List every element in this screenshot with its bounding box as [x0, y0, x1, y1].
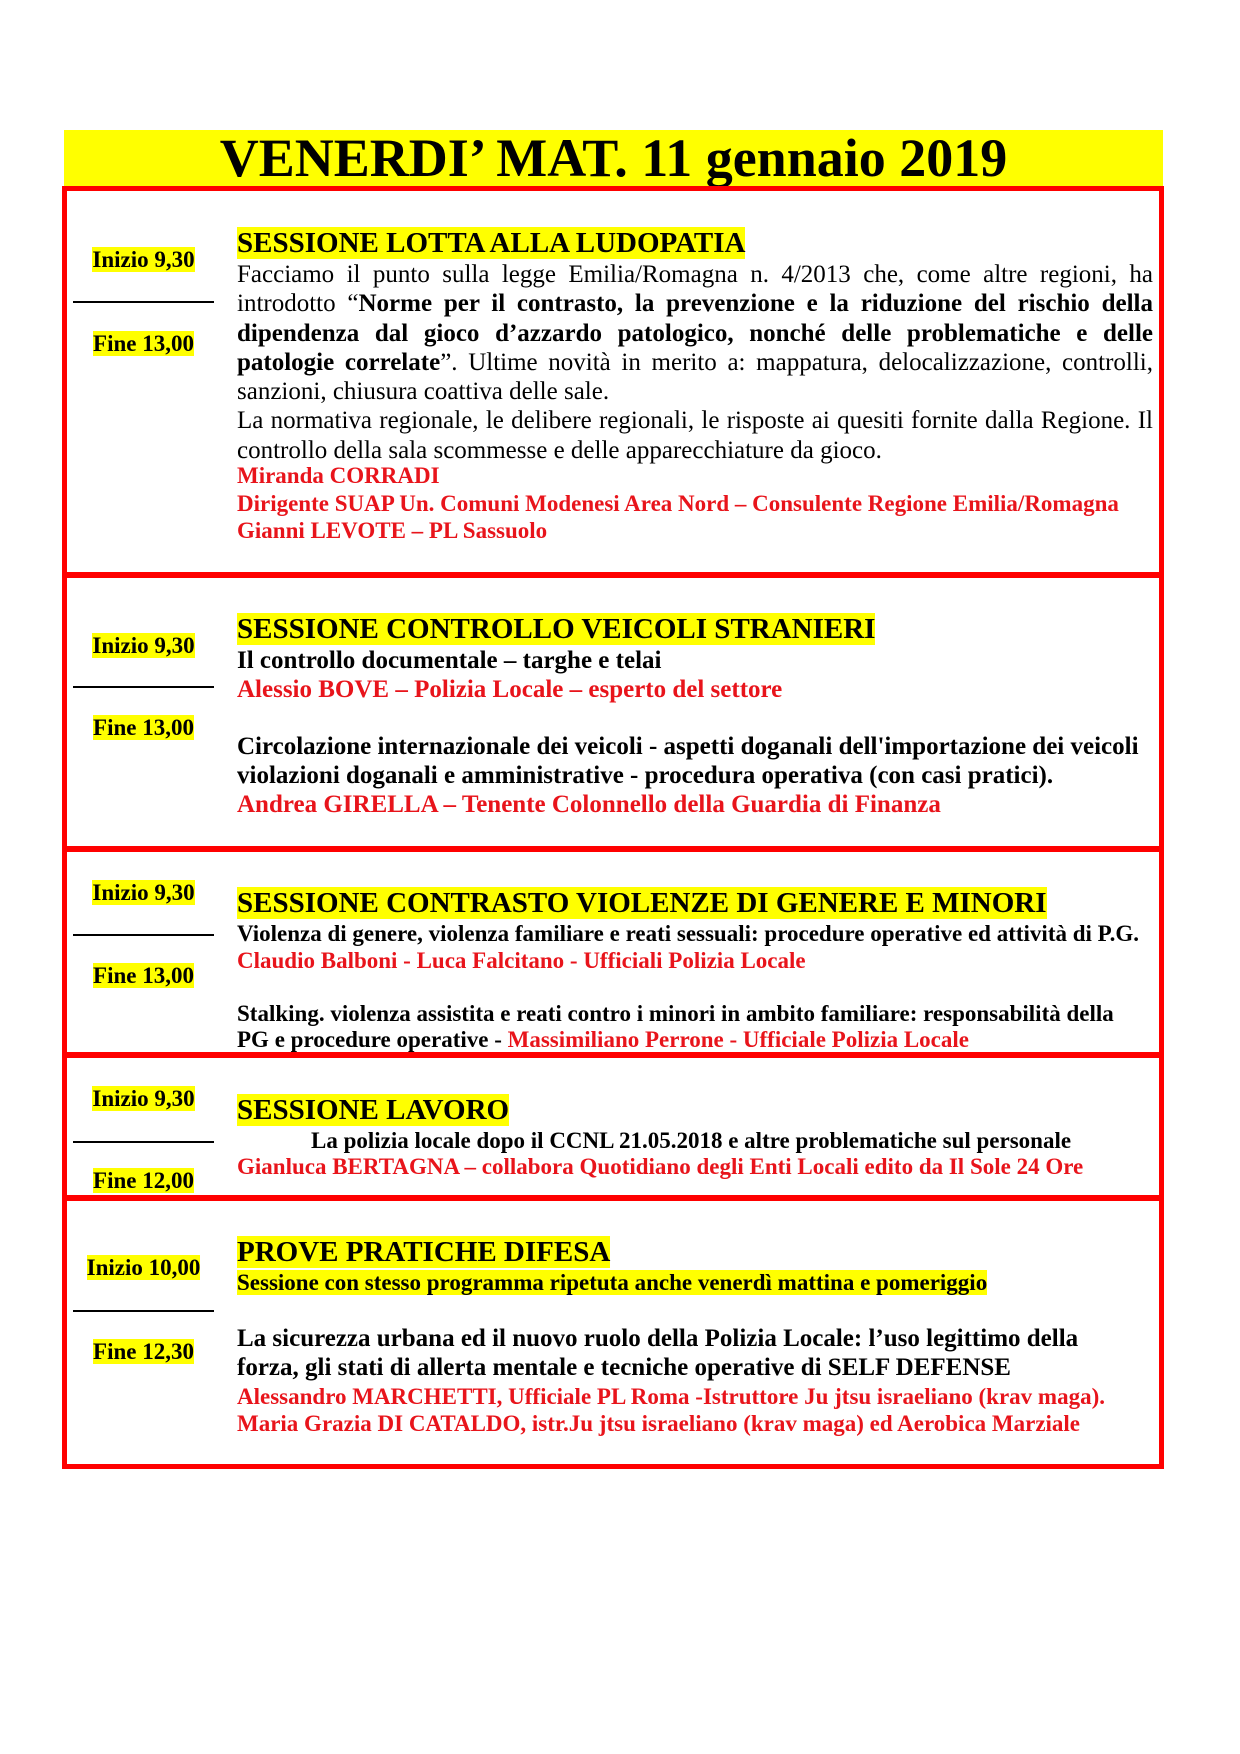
- topic-paragraph: [237, 1324, 1117, 1383]
- session-title-text: SESSIONE CONTROLLO VEICOLI STRANIERI: [237, 613, 876, 645]
- end-time-label: Fine 12,30: [93, 1339, 194, 1364]
- start-time-label: Inizio 9,30: [92, 880, 195, 905]
- session-divider: [62, 572, 1164, 578]
- session-divider: [62, 1195, 1164, 1201]
- start-time-label: Inizio 10,00: [86, 1255, 201, 1280]
- speaker-line: Maria Grazia DI CATALDO, istr.Ju jtsu israeliano (krav maga) ed Aerobica Marziale: [237, 1411, 1081, 1436]
- speaker-line: Dirigente SUAP Un. Comuni Modenesi Area Nord – Consulente Regione Emilia/Romagna: [237, 490, 1119, 516]
- topic-text: Circolazione internazionale dei veicoli - aspetti doganali dell'importazione dei veicoli violazioni doganali e amministrative - procedura operativa (con casi pratici).: [237, 733, 1139, 790]
- end-time-label: Fine 13,00: [93, 715, 194, 740]
- session-title: [237, 1235, 610, 1269]
- speaker-line: Claudio Balboni - Luca Falcitano - Ufficiali Polizia Locale: [237, 947, 806, 973]
- session-description: [237, 260, 1153, 465]
- description-text: Facciamo il punto sulla legge Emilia/Romagna n. 4/2013 che, come altre regioni, ha introdotto “: [237, 261, 1153, 318]
- speaker-list: [237, 1383, 1153, 1437]
- time-separator: [73, 1141, 214, 1143]
- session-note: [237, 1269, 1153, 1297]
- time-separator: [73, 1310, 214, 1312]
- day-header: [64, 130, 1163, 186]
- end-time-label: Fine 13,00: [93, 331, 194, 356]
- session-start-time: [73, 246, 214, 274]
- time-separator: [73, 686, 214, 688]
- session-title-text: PROVE PRATICHE DIFESA: [237, 1236, 611, 1268]
- session-note-text: Sessione con stesso programma ripetuta anche venerdì mattina e pomeriggio: [237, 1270, 988, 1295]
- speaker-line: Gianluca BERTAGNA – collabora Quotidiano degli Enti Locali edito da Il Sole 24 Ore: [237, 1154, 1084, 1179]
- end-time-label: Fine 12,00: [93, 1168, 194, 1193]
- speaker-list: [237, 462, 1153, 545]
- speaker-line: Gianni LEVOTE – PL Sassuolo: [237, 518, 548, 543]
- description-paragraph: La normativa regionale, le delibere regionali, le risposte ai quesiti fornite dalla Regione. Il controllo della sala scommesse e delle apparecchiature da gioco.: [237, 407, 1153, 464]
- session-start-time: [73, 632, 214, 660]
- start-time-label: Inizio 9,30: [92, 633, 195, 658]
- session-title-text: SESSIONE LAVORO: [237, 1094, 510, 1126]
- end-time-label: Fine 13,00: [93, 963, 194, 988]
- session-end-time: [73, 1338, 214, 1366]
- session-end-time: [73, 962, 214, 990]
- topic-text: Stalking. violenza assistita e reati contro i minori in ambito familiare: responsabilità della PG e procedure operative -: [237, 1000, 1114, 1052]
- start-time-label: Inizio 9,30: [92, 1086, 195, 1111]
- topic-text: Violenza di genere, violenza familiare e reati sessuali: procedure operative ed attività di P.G.: [237, 921, 1139, 946]
- session-end-time: [73, 330, 214, 358]
- session-topics: [237, 1128, 1153, 1180]
- topic-text: La sicurezza urbana ed il nuovo ruolo della Polizia Locale: l’uso legittimo della forza, gli stati di allerta mentale e tecniche operative di SELF DEFENSE: [237, 1325, 1079, 1382]
- speaker-line: Alessandro MARCHETTI, Ufficiale PL Roma -Istruttore Ju jtsu israeliano (krav maga).: [237, 1384, 1105, 1409]
- session-title: [237, 226, 745, 260]
- topic-text: Il controllo documentale – targhe e telai: [237, 647, 662, 674]
- session-topics: [237, 647, 1153, 820]
- session-start-time: [73, 1254, 214, 1282]
- session-title: [237, 612, 875, 646]
- description-paragraph: [237, 260, 1153, 406]
- speaker-line: Andrea GIRELLA – Tenente Colonnello della Guardia di Finanza: [237, 790, 941, 818]
- session-title: [237, 886, 1047, 920]
- topic-paragraph: [237, 1001, 1137, 1054]
- law-title-bold: Norme per il contrasto, la prevenzione e la riduzione del rischio della dipendenza dal gioco d’azzardo patologico, nonché delle problematiche e delle patologie correlate: [237, 290, 1153, 376]
- speaker-line: Alessio BOVE – Polizia Locale – esperto del settore: [237, 675, 783, 703]
- start-time-label: Inizio 9,30: [92, 247, 195, 272]
- speaker-line: Miranda CORRADI: [237, 463, 440, 488]
- topic-text: La polizia locale dopo il CCNL 21.05.2018 e altre problematiche sul personale: [311, 1128, 1072, 1153]
- session-title: [237, 1093, 509, 1127]
- session-start-time: [73, 879, 214, 907]
- speaker-inline: Massimiliano Perrone - Ufficiale Polizia Locale: [507, 1027, 969, 1052]
- time-separator: [73, 934, 214, 936]
- session-end-time: [73, 714, 214, 742]
- description-text: ”. Ultime novità in merito a: mappatura, delocalizzazione, controlli, sanzioni, chiusura coattiva delle sale.: [237, 348, 1153, 406]
- session-end-time: [73, 1167, 214, 1195]
- session-title-text: SESSIONE CONTRASTO VIOLENZE DI GENERE E MINORI: [237, 887, 1047, 919]
- day-title: VENERDI’ MAT. 11 gennaio 2019: [219, 128, 1008, 188]
- time-separator: [73, 301, 214, 303]
- session-topics: [237, 921, 1153, 1054]
- session-title-text: SESSIONE LOTTA ALLA LUDOPATIA: [237, 227, 746, 259]
- session-divider: [62, 846, 1164, 852]
- session-start-time: [73, 1085, 214, 1113]
